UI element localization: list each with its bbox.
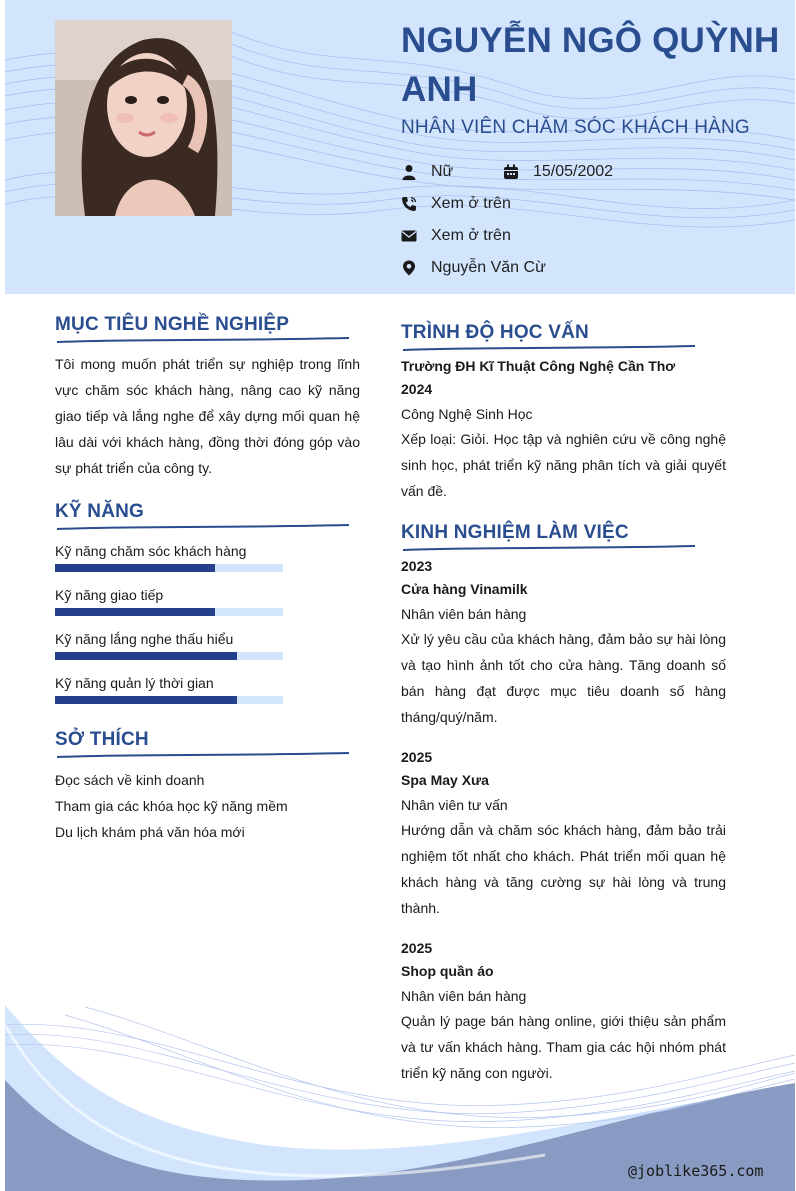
experience-underline	[401, 544, 697, 552]
info-row-email	[401, 224, 511, 248]
phone-value: Xem ở trên	[431, 195, 511, 212]
cv-page	[5, 0, 795, 1191]
education-underline	[401, 344, 697, 352]
info-row-gender-birthday	[401, 160, 613, 184]
watermark: @joblike365.com	[628, 1162, 764, 1180]
skill-bar	[55, 696, 283, 704]
education-detail: Xếp loại: Giỏi. Học tập và nghiên cứu về công nghệ sinh học, phát triển kỹ năng phân tích và giải quyết vấn đề.	[401, 431, 726, 499]
experience-company: Cửa hàng Vinamilk	[401, 581, 528, 597]
education-title: TRÌNH ĐỘ HỌC VẤN	[401, 322, 589, 343]
hobby-item: Đọc sách về kinh doanh	[55, 772, 205, 788]
full-name: NGUYỄN NGÔ QUỲNH ANH	[401, 21, 780, 109]
hobby-item: Du lịch khám phá văn hóa mới	[55, 824, 245, 840]
location-pin-icon	[401, 260, 417, 276]
birthday-value: 15/05/2002	[533, 163, 614, 180]
phone-icon	[401, 196, 417, 212]
skill-bar	[55, 564, 283, 572]
experience-year: 2025	[401, 749, 433, 765]
education-major: Công Nghệ Sinh Học	[401, 406, 533, 422]
experience-company: Spa May Xưa	[401, 772, 489, 788]
info-row-phone	[401, 192, 511, 216]
skill-label: Kỹ năng chăm sóc khách hàng	[55, 543, 247, 559]
experience-description: Quản lý page bán hàng online, giới thiệu sản phẩm và tư vấn khách hàng. Tham gia các hội nhóm phát triển kỹ năng con người.	[401, 1013, 726, 1081]
education-school: Trường ĐH Kĩ Thuật Công Nghệ Cần Thơ	[401, 358, 676, 374]
skill-label: Kỹ năng giao tiếp	[55, 587, 164, 603]
experience-position: Nhân viên bán hàng	[401, 606, 527, 622]
email-value: Xem ở trên	[431, 227, 511, 244]
skill-label: Kỹ năng quản lý thời gian	[55, 675, 214, 691]
gender-value: Nữ	[431, 163, 454, 180]
objective-underline	[55, 336, 351, 344]
header	[5, 0, 795, 294]
hobbies-underline	[55, 751, 351, 759]
info-row-address	[401, 256, 546, 280]
experience-company: Shop quần áo	[401, 963, 494, 979]
experience-position: Nhân viên tư vấn	[401, 797, 508, 813]
experience-description: Hướng dẫn và chăm sóc khách hàng, đảm bảo trải nghiệm tốt nhất cho khách. Phát triển mối quan hệ khách hàng và tăng cường sự hài lòng và trung thành.	[401, 822, 726, 916]
objective-text: Tôi mong muốn phát triển sự nghiệp trong lĩnh vực chăm sóc khách hàng, nâng cao kỹ năng giao tiếp và lắng nghe để xây dựng mối quan hệ lâu dài với khách hàng, đồng thời đóng góp vào sự phát triển của công ty.	[55, 356, 360, 476]
skills-underline	[55, 523, 351, 531]
address-value: Nguyễn Văn Cừ	[431, 259, 546, 276]
skills-title: KỸ NĂNG	[55, 501, 145, 522]
job-title: NHÂN VIÊN CHĂM SÓC KHÁCH HÀNG	[401, 117, 750, 138]
skill-bar-fill	[55, 608, 215, 616]
experience-description: Xử lý yêu cầu của khách hàng, đảm bảo sự hài lòng và tạo hình ảnh tốt cho cửa hàng. Tăng doanh số bán hàng đạt được mục tiêu doanh số hàng tháng/quý/năm.	[401, 631, 726, 725]
skill-label: Kỹ năng lắng nghe thấu hiểu	[55, 631, 234, 647]
envelope-icon	[401, 228, 417, 244]
objective-title: MỤC TIÊU NGHỀ NGHIỆP	[55, 314, 290, 335]
experience-year: 2025	[401, 940, 433, 956]
education-year: 2024	[401, 381, 433, 397]
skill-bar	[55, 608, 283, 616]
user-icon	[401, 164, 417, 180]
hobby-item: Tham gia các khóa học kỹ năng mềm	[55, 798, 288, 814]
hobbies-title: SỞ THÍCH	[55, 729, 149, 750]
skill-bar-fill	[55, 564, 215, 572]
experience-year: 2023	[401, 558, 433, 574]
experience-position: Nhân viên bán hàng	[401, 988, 527, 1004]
profile-photo	[55, 20, 232, 216]
skill-bar-fill	[55, 652, 237, 660]
calendar-icon	[503, 164, 519, 180]
experience-title: KINH NGHIỆM LÀM VIỆC	[401, 522, 629, 543]
skill-bar-fill	[55, 696, 237, 704]
skill-bar	[55, 652, 283, 660]
